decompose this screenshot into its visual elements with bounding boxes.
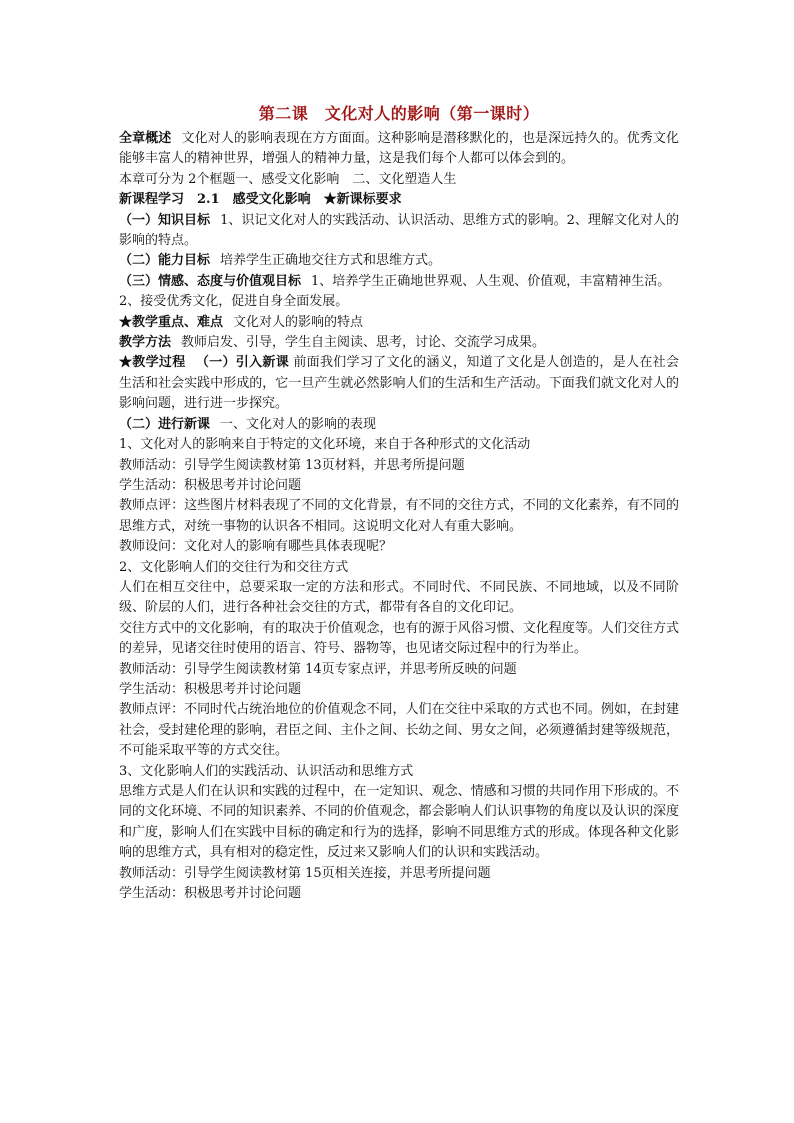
process-intro [119, 353, 679, 414]
emotion-label: （三）情感、态度与价值观目标 [119, 273, 302, 289]
emotion-goal [119, 272, 679, 292]
method-label: 教学方法 [119, 335, 172, 351]
emotion-text: 1、培养学生正确地世界观、人生观、价值观，丰富精神生活。 [311, 273, 671, 289]
knowledge-text: 1、识记文化对人的实践活动、认识活动、思维方式的影响。2、理解文化对人的影响的特点。 [119, 212, 679, 249]
ability-goal [119, 251, 679, 271]
ability-text: 培养学生正确地交往方式和思维方式。 [220, 253, 442, 269]
method-text: 教师启发、引导，学生自主阅读、思考，讨论、交流学习成果。 [181, 335, 546, 351]
page-title: 第二课 文化对人的影响（第一课时） [258, 104, 540, 123]
paragraph: 2、文化影响人们的交往行为和交往方式 [119, 559, 349, 575]
paragraph: 交往方式中的文化影响，有的取决于价值观念，也有的源于风俗习惯、文化程度等。人们交往方式的差异，见诸交往时使用的语言、符号、器物等，也见诸交际过程中的行为举止。 [119, 620, 679, 657]
knowledge-goal [119, 211, 679, 252]
emotion-goal-2: 2、接受优秀文化，促进自身全面发展。 [119, 294, 349, 310]
overview-label: 全章概述 [119, 131, 172, 146]
method [119, 333, 679, 353]
document-page [119, 103, 679, 904]
paragraph: 人们在相互交往中，总要采取一定的方法和形式。不同时代、不同民族、不同地域，以及不同阶级、阶层的人们，进行各种社会交往的方式，都带有各自的文化印记。 [119, 579, 679, 616]
paragraph: 教师活动：引导学生阅读教材第 15页相关连接，并思考所提问题 [119, 865, 491, 881]
paragraph: 教师点评：这些图片材料表现了不同的文化背景，有不同的交往方式，不同的文化素养，有不同的思维方式，对统一事物的认识各不相同。这说明文化对人有重大影响。 [119, 498, 679, 534]
paragraph: 教师点评：不同时代占统治地位的价值观念不同，人们在交往中采取的方式也不同。例如，在封建社会，受封建伦理的影响，君臣之间、主仆之间、长幼之间、男女之间，必须遵循封建等级规范，不可能采取平等的方式交往。 [119, 702, 679, 759]
overview-text: 文化对人的影响表现在方方面面。这种影响是潜移默化的，也是深远持久的。优秀文化能够丰富人的精神世界，增强人的精神力量，这是我们每个人都可以体会到的。 [119, 131, 679, 167]
keypoint [119, 313, 679, 333]
keypoint-label: ★教学重点、难点 [119, 314, 224, 330]
intro-text: 前面我们学习了文化的涵义，知道了文化是人创造的，是人在社会生活和社会实践中形成的，它一旦产生就必然影响人们的生活和生产活动。下面我们就文化对人的影响问题，进行进一步探究。 [119, 355, 679, 412]
overview-paragraph [119, 129, 679, 170]
paragraph: 学生活动：积极思考并讨论问题 [119, 886, 302, 902]
paragraph: 学生活动：积极思考并讨论问题 [119, 681, 302, 697]
chapter-split: 本章可分为 2个框题一、感受文化影响 二、文化塑造人生 [119, 171, 457, 187]
paragraph: 思维方式是人们在认识和实践的过程中，在一定知识、观念、情感和习惯的共同作用下形成的。不同的文化环境、不同的知识素养、不同的价值观念，都会影响人们认识事物的角度以及认识的深度和广度，影响人们在实践中目标的确定和行为的选择，影响不同思维方式的形成。体现各种文化影响的思维方式，具有相对的稳定性，反过来又影响人们的认识和实践活动。 [119, 784, 679, 861]
process-label: ★教学过程 [119, 355, 186, 371]
keypoint-text: 文化对人的影响的特点 [233, 314, 364, 330]
paragraph: 教师设问：文化对人的影响有哪些具体表现呢？ [119, 539, 393, 555]
proceed-label: （二）进行新课 [119, 416, 211, 432]
proceed-text: 一、文化对人的影响的表现 [220, 416, 377, 432]
knowledge-label: （一）知识目标 [119, 212, 211, 228]
ability-label: （二）能力目标 [119, 253, 211, 269]
paragraph: 3、文化影响人们的实践活动、认识活动和思维方式 [119, 763, 414, 779]
paragraph: 教师活动：引导学生阅读教材第 14页专家点评，并思考所反映的问题 [119, 661, 517, 677]
paragraph: 教师活动：引导学生阅读教材第 13页材料，并思考所提问题 [119, 457, 465, 473]
paragraph: 1、文化对人的影响来自于特定的文化环境，来自于各种形式的文化活动 [119, 437, 531, 453]
paragraph: 学生活动：积极思考并讨论问题 [119, 477, 302, 493]
new-lesson-heading: 新课程学习 2.1 感受文化影响 ★新课标要求 [119, 192, 402, 208]
proceed [119, 415, 679, 435]
intro-label: （一）引入新课 [195, 355, 290, 371]
